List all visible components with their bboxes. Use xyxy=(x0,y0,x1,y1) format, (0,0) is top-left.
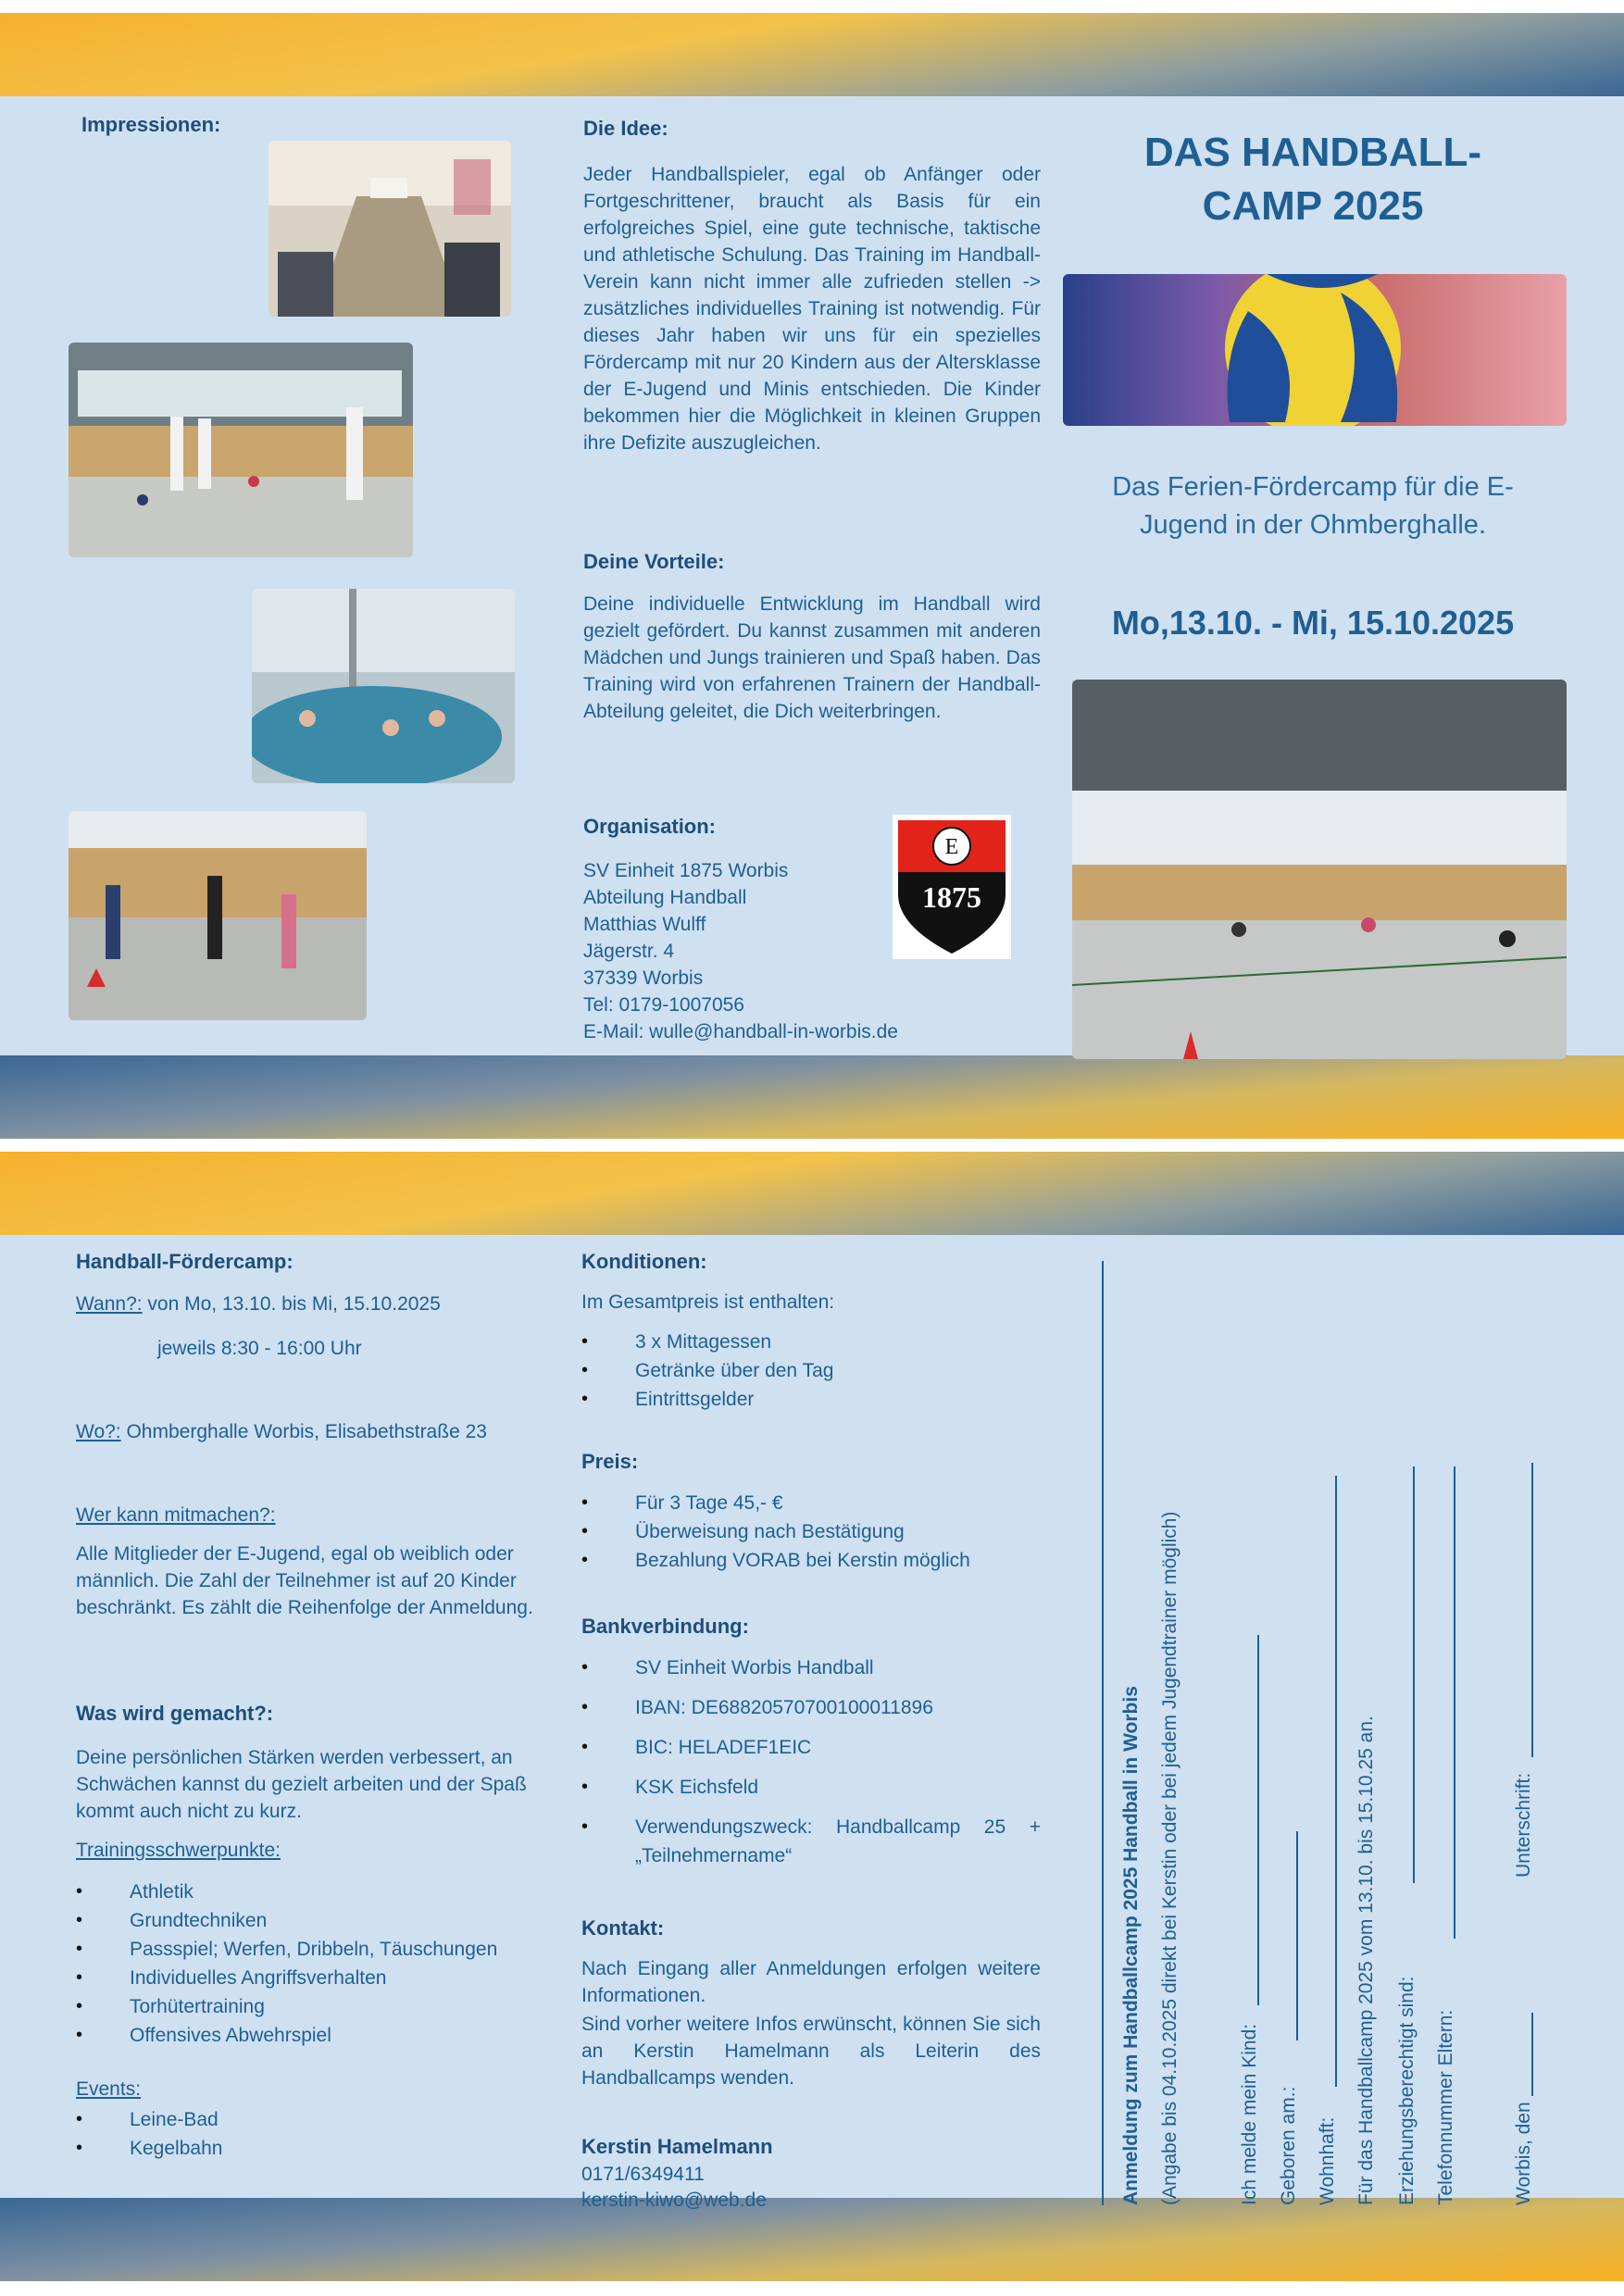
form-born-label: Geboren am.: xyxy=(1278,2086,1299,2205)
org-email[interactable]: E-Mail: wulle@handball-in-worbis.de xyxy=(583,1021,898,1042)
conditions-heading: Konditionen: xyxy=(581,1250,707,1273)
list-item: • Überweisung nach Bestätigung xyxy=(581,1517,1044,1546)
form-guardians-label: Erziehungsberechtigt sind: xyxy=(1396,1976,1418,2205)
org-club: SV Einheit 1875 Worbis xyxy=(583,860,789,881)
form-residence-line[interactable] xyxy=(1335,1476,1337,2087)
what-heading: Was wird gemacht?: xyxy=(76,1702,274,1725)
events-list xyxy=(76,2105,446,2163)
camp-subtitle xyxy=(1065,468,1561,544)
crest-letter: E xyxy=(944,835,959,859)
bank-list xyxy=(581,1653,1041,1870)
who-text: Alle Mitglieder der E-Jugend, egal ob weiblich oder männlich. Die Zahl der Teilnehmer ist auf 20 Kinder beschränkt. Es zählt die Reihenfolge der Anmeldung. xyxy=(76,1543,533,1618)
flyer-page-back xyxy=(0,1152,1624,2281)
bank-heading: Bankverbindung: xyxy=(581,1615,749,1638)
form-guardians-line[interactable] xyxy=(1413,1466,1415,1883)
list-item: • Offensives Abwehrspiel xyxy=(76,2021,557,2050)
org-phone: Tel: 0179-1007056 xyxy=(583,994,744,1016)
bottom-gradient-band xyxy=(0,1055,1624,1139)
form-phone-line[interactable] xyxy=(1454,1466,1455,1939)
list-item: • Bezahlung VORAB bei Kerstin möglich xyxy=(581,1546,1044,1575)
what-text: Deine persönlichen Stärken werden verbessert, an Schwächen kannst du gezielt arbeiten und der Spaß kommt auch nicht zu kurz. xyxy=(76,1747,527,1822)
list-item: • Eintrittsgelder xyxy=(581,1385,1044,1414)
org-city: 37339 Worbis xyxy=(583,967,704,989)
list-item: • BIC: HELADEF1EIC xyxy=(581,1733,1041,1762)
when-time: jeweils 8:30 - 16:00 Uhr xyxy=(157,1338,362,1359)
contact-phone: 0171/6349411 xyxy=(581,2164,705,2185)
advantages-heading: Deine Vorteile: xyxy=(583,550,725,573)
when-row xyxy=(76,1291,539,1317)
list-item: • KSK Eichsfeld xyxy=(581,1773,1041,1802)
form-note: (Angabe bis 04.10.2025 direkt bei Kerstin oder bei jedem Jugendtrainer möglich) xyxy=(1159,1511,1181,2205)
form-signature-line[interactable] xyxy=(1531,1463,1533,1757)
when-value: von Mo, 13.10. bis Mi, 15.10.2025 xyxy=(142,1293,441,1315)
photo-bowling-alley xyxy=(269,141,511,317)
club-crest-logo xyxy=(893,815,1011,959)
form-born-line[interactable] xyxy=(1296,1831,1298,2040)
list-item: • 3 x Mittagessen xyxy=(581,1328,1044,1356)
form-signature-label: Unterschrift: xyxy=(1513,1772,1534,1878)
photo-swimming-pool xyxy=(252,589,515,783)
list-item: • Leine-Bad xyxy=(76,2105,446,2134)
contact-heading: Kontakt: xyxy=(581,1916,665,1940)
form-title: Anmeldung zum Handballcamp 2025 Handball in Worbis xyxy=(1120,1686,1142,2205)
list-item: • Individuelles Angriffsverhalten xyxy=(76,1964,557,1992)
list-item: • Passspiel; Werfen, Dribbeln, Täuschungen xyxy=(76,1935,557,1964)
camp-subtitle-line2: Jugend in der Ohmberghalle. xyxy=(1139,510,1486,540)
contact-name: Kerstin Hamelmann xyxy=(581,2135,773,2158)
list-item: • SV Einheit Worbis Handball xyxy=(581,1653,1041,1682)
who-label: Wer kann mitmachen?: xyxy=(76,1504,276,1526)
form-child-line[interactable] xyxy=(1257,1635,1259,2005)
advantages-text: Deine individuelle Entwicklung im Handball wird gezielt gefördert. Du kannst zusammen mit anderen Mädchen und Jungs trainieren und Spaß haben. Das Training wird von erfahrenen Trainern der Handball-Abteilung geleitet, die Dich weiterbringen. xyxy=(583,593,1041,722)
crest-year: 1875 xyxy=(922,880,981,914)
when-label: Wann?: xyxy=(76,1293,143,1315)
form-registration-text: Für das Handballcamp 2025 vom 13.10. bis 15.10.25 an. xyxy=(1355,1716,1377,2205)
list-item: • IBAN: DE68820570700100011896 xyxy=(581,1693,1041,1722)
camp-info-heading: Handball-Fördercamp: xyxy=(76,1250,294,1273)
list-item: • Grundtechniken xyxy=(76,1906,557,1935)
where-row xyxy=(76,1418,557,1445)
list-item: • Athletik xyxy=(76,1878,557,1906)
photo-hall-children-dribbling xyxy=(1072,680,1567,1059)
events-label: Events: xyxy=(76,2078,142,2100)
impressions-heading: Impressionen: xyxy=(81,113,221,136)
where-value: Ohmberghalle Worbis, Elisabethstraße 23 xyxy=(120,1421,487,1442)
list-item: • Verwendungszweck: Handballcamp 25 + „Teilnehmername“ xyxy=(581,1813,1041,1870)
form-phone-label: Telefonnummer Eltern: xyxy=(1435,2009,1456,2205)
contact-text-1: Nach Eingang aller Anmeldungen erfolgen weitere Informationen. xyxy=(581,1958,1041,2006)
form-place-label: Worbis, den xyxy=(1513,2102,1534,2205)
price-list xyxy=(581,1489,1044,1575)
photo-hall-exercise xyxy=(69,811,367,1020)
top-gradient-band xyxy=(0,1152,1624,1235)
idea-text: Jeder Handballspieler, egal ob Anfänger oder Fortgeschrittener, braucht als Basis für ein erfolgreiches Spiel, eine gute technische, taktische und athletische Schulung. Das Training im Handball-Verein kann nicht immer alle zufrieden stellen -> zusätzliches individuelles Training ist notwendig. Für dieses Jahr haben wir uns für ein spezielles Fördercamp mit nur 20 Kindern aus der Altersklasse der E-Jugend und Minis entschieden. Die Kinder bekommen hier die Möglichkeit in kleinen Gruppen ihre Defizite auszugleichen. xyxy=(583,164,1041,454)
list-item: • Kegelbahn xyxy=(76,2134,446,2163)
organisation-heading: Organisation: xyxy=(583,815,717,838)
camp-title xyxy=(1065,126,1561,233)
photo-handball-ball xyxy=(1063,274,1567,426)
camp-subtitle-line1: Das Ferien-Fördercamp für die E- xyxy=(1112,472,1514,502)
conditions-intro: Im Gesamtpreis ist enthalten: xyxy=(581,1292,835,1313)
form-child-label: Ich melde mein Kind: xyxy=(1239,2023,1260,2205)
org-contact-person: Matthias Wulff xyxy=(583,914,706,935)
where-label: Wo?: xyxy=(76,1421,121,1442)
org-department: Abteilung Handball xyxy=(583,887,747,908)
contact-email[interactable]: kerstin-kiwo@web.de xyxy=(581,2190,767,2211)
camp-title-line1: DAS HANDBALL- xyxy=(1143,130,1482,175)
focus-list xyxy=(76,1878,557,2050)
org-street: Jägerstr. 4 xyxy=(583,941,675,962)
flyer-page-front xyxy=(0,13,1624,1139)
camp-title-line2: CAMP 2025 xyxy=(1202,183,1424,229)
form-place-line[interactable] xyxy=(1531,2013,1533,2096)
bottom-gradient-band xyxy=(0,2198,1624,2281)
form-cut-line xyxy=(1102,1261,1104,2205)
price-heading: Preis: xyxy=(581,1450,639,1473)
camp-dates: Mo,13.10. - Mi, 15.10.2025 xyxy=(1111,604,1515,642)
list-item: • Torhütertraining xyxy=(76,1992,557,2021)
form-residence-label: Wohnhaft: xyxy=(1317,2116,1338,2205)
photo-sports-hall-training xyxy=(69,343,413,557)
idea-heading: Die Idee: xyxy=(583,117,668,140)
conditions-list xyxy=(581,1328,1044,1414)
list-item: • Für 3 Tage 45,- € xyxy=(581,1489,1044,1517)
top-gradient-band xyxy=(0,13,1624,96)
list-item: • Getränke über den Tag xyxy=(581,1356,1044,1385)
contact-text-2: Sind vorher weitere Infos erwünscht, können Sie sich an Kerstin Hamelmann als Leiterin des Handballcamps wenden. xyxy=(581,2014,1041,2089)
focus-label: Trainingsschwerpunkte: xyxy=(76,1840,281,1861)
